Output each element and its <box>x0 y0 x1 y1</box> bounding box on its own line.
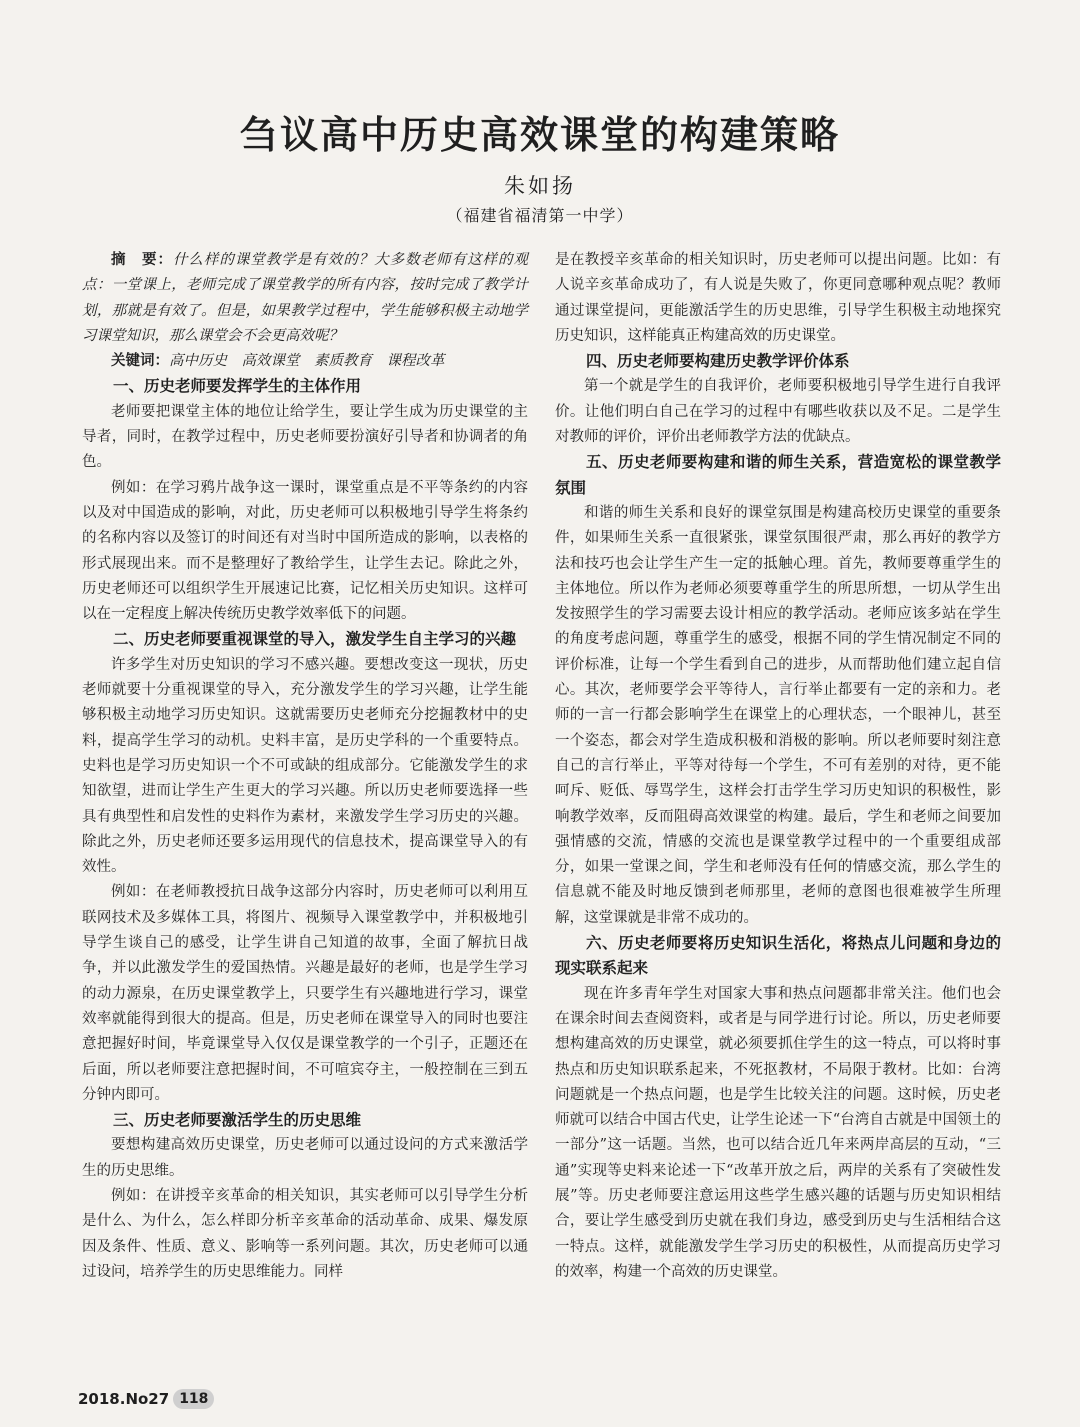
section-heading-2: 二、历史老师要重视课堂的导入，激发学生自主学习的兴趣 <box>113 630 517 649</box>
left-column <box>82 248 528 1285</box>
section-heading-6: 六、历史老师要将历史知识生活化，将热点儿问题和身边的现实联系起来 <box>555 934 1001 978</box>
keywords-text: 高中历史 高效课堂 素质教育 课程改革 <box>169 353 445 370</box>
keywords <box>82 349 528 374</box>
paragraph: 和谐的师生关系和良好的课堂氛围是构建高校历史课堂的重要条件，如果师生关系一直很紧张，课堂氛围很严肃，那么再好的教学方法和技巧也会让学生产生一定的抵触心理。首先，教师要尊重学生的主体地位。所以作为老师必须要尊重学生的所思所想，一切从学生出发按照学生的学习需要去设计相应的教学活动。老师应该多站在学生的角度考虑问题，尊重学生的感受，根据不同的学生情况制定不同的评价标准，让每一个学生看到自己的进步，从而帮助他们建立起自信心。其次，老师要学会平等待人，言行举止都要有一定的亲和力。老师的一言一行都会影响学生在课堂上的心理状态，一个眼神儿，甚至一个姿态，都会对学生造成积极和消极的影响。所以老师要时刻注意自己的言行举止，平等对待每一个学生，不可有差别的对待，更不能呵斥、贬低、辱骂学生，这样会打击学生学习历史知识的积极性，影响教学效率，反而阻碍高效课堂的构建。最后，学生和老师之间要加强情感的交流，情感的交流也是课堂教学过程中的一个重要组成部分，如果一堂课之间，学生和老师没有任何的情感交流，那么学生的信息就不能及时地反馈到老师那里，老师的意图也很难被学生所理解，这堂课就是非常不成功的。 <box>555 504 1001 926</box>
paragraph: 是在教授辛亥革命的相关知识时，历史老师可以提出问题。比如：有人说辛亥革命成功了，有人说是失败了，你更同意哪种观点呢？教师通过课堂提问，更能激活学生的历史思维，引导学生积极主动地探究历史知识，这样能真正构建高效的历史课堂。 <box>555 252 1001 344</box>
keywords-label: 关键词： <box>111 353 169 370</box>
paragraph: 老师要把课堂主体的地位让给学生，要让学生成为历史课堂的主导者，同时，在教学过程中，历史老师要扮演好引导者和协调者的角色。 <box>82 403 528 471</box>
section-heading-1: 一、历史老师要发挥学生的主体作用 <box>113 377 362 396</box>
paragraph: 许多学生对历史知识的学习不感兴趣。要想改变这一现状，历史老师就要十分重视课堂的导入，充分激发学生的学习兴趣，让学生能够积极主动地学习历史知识。这就需要历史老师充分挖掘教材中的史料，提高学生学习的动机。史料丰富，是历史学科的一个重要特点。史料也是学习历史知识一个不可或缺的组成部分。它能激发学生的求知欲望，进而让学生产生更大的学习兴趣。所以历史老师要选择一些具有典型性和启发性的史料作为素材，来激发学生学习历史的兴趣。除此之外，历史老师还要多运用现代的信息技术，提高课堂导入的有效性。 <box>82 656 528 876</box>
abstract-text: 什么样的课堂教学是有效的？大多数老师有这样的观点：一堂课上，老师完成了课堂教学的所有内容，按时完成了教学计划，那就是有效了。但是，如果教学过程中，学生能够积极主动地学习课堂知识，那么课堂会不会更高效呢？ <box>82 252 529 344</box>
right-column <box>555 248 1001 1285</box>
article-title: 刍议高中历史高效课堂的构建策略 <box>239 113 840 157</box>
abstract <box>82 248 528 349</box>
abstract-label: 摘 要： <box>111 252 173 268</box>
paragraph: 例如：在讲授辛亥革命的相关知识，其实老师可以引导学生分析是什么、为什么，怎么样即分析辛亥革命的活动革命、成果、爆发原因及条件、性质、意义、影响等一系列问题。其次，历史老师可以通过设问，培养学生的历史思维能力。同样 <box>82 1187 528 1280</box>
section-heading-3: 三、历史老师要激活学生的历史思维 <box>113 1111 362 1130</box>
page-footer <box>78 1389 214 1409</box>
section-heading-5: 五、历史老师要构建和谐的师生关系，营造宽松的课堂教学氛围 <box>555 453 1001 497</box>
author-affiliation: （福建省福清第一中学） <box>446 206 634 225</box>
author-name: 朱如扬 <box>504 174 576 198</box>
paragraph: 例如：在老师教授抗日战争这部分内容时，历史老师可以利用互联网技术及多媒体工具，将图片、视频导入课堂教学中，并积极地引导学生谈自己的感受，让学生讲自己知道的故事，全面了解抗日战争，并以此激发学生的爱国热情。兴趣是最好的老师，也是学生学习的动力源泉，在历史课堂教学上，只要学生有兴趣地进行学习，课堂效率就能得到很大的提高。但是，历史老师在课堂导入的同时也要注意把握好时间，毕竟课堂导入仅仅是课堂教学的一个引子，正题还在后面，所以老师要注意把握时间，不可喧宾夺主，一般控制在三到五分钟内即可。 <box>82 884 528 1103</box>
paragraph: 要想构建高效历史课堂，历史老师可以通过设问的方式来激活学生的历史思维。 <box>82 1137 528 1179</box>
paragraph: 现在许多青年学生对国家大事和热点问题都非常关注。他们也会在课余时间去查阅资料，或者是与同学进行讨论。所以，历史老师要想构建高效的历史课堂，就必须要抓住学生的这一特点，可以将时事热点和历史知识联系起来，不死抠教材，不局限于教材。比如：台湾问题就是一个热点问题，也是学生比较关注的问题。这时候，历史老师就可以结合中国古代史，让学生论述一下“台湾自古就是中国领土的一部分”这一话题。当然，也可以结合近几年来两岸高层的互动，“三通”实现等史料来论述一下“改革开放之后，两岸的关系有了突破性发展”等。历史老师要注意运用这些学生感兴趣的话题与历史知识相结合，要让学生感受到历史就在我们身边，感受到历史与生活相结合这一特点。这样，就能激发学生学习历史的积极性，从而提高历史学习的效率，构建一个高效的历史课堂。 <box>555 985 1001 1280</box>
section-heading-4: 四、历史老师要构建历史教学评价体系 <box>586 352 850 371</box>
paragraph: 第一个就是学生的自我评价，老师要积极地引导学生进行自我评价。让他们明白自己在学习的过程中有哪些收获以及不足。二是学生对教师的评价，评价出老师教学方法的优缺点。 <box>555 378 1001 446</box>
issue-number: 2018.No27 <box>78 1390 170 1408</box>
page-number: 118 <box>173 1389 214 1409</box>
paragraph: 例如：在学习鸦片战争这一课时，课堂重点是不平等条约的内容以及对中国造成的影响，对此，历史老师可以积极地引导学生将条约的名称内容以及签订的时间还有对当时中国所造成的影响，以表格的形式展现出来。而不是整理好了教给学生，让学生去记。除此之外，历史老师还可以组织学生开展速记比赛，记忆相关历史知识。这样可以在一定程度上解决传统历史教学效率低下的问题。 <box>82 479 528 623</box>
